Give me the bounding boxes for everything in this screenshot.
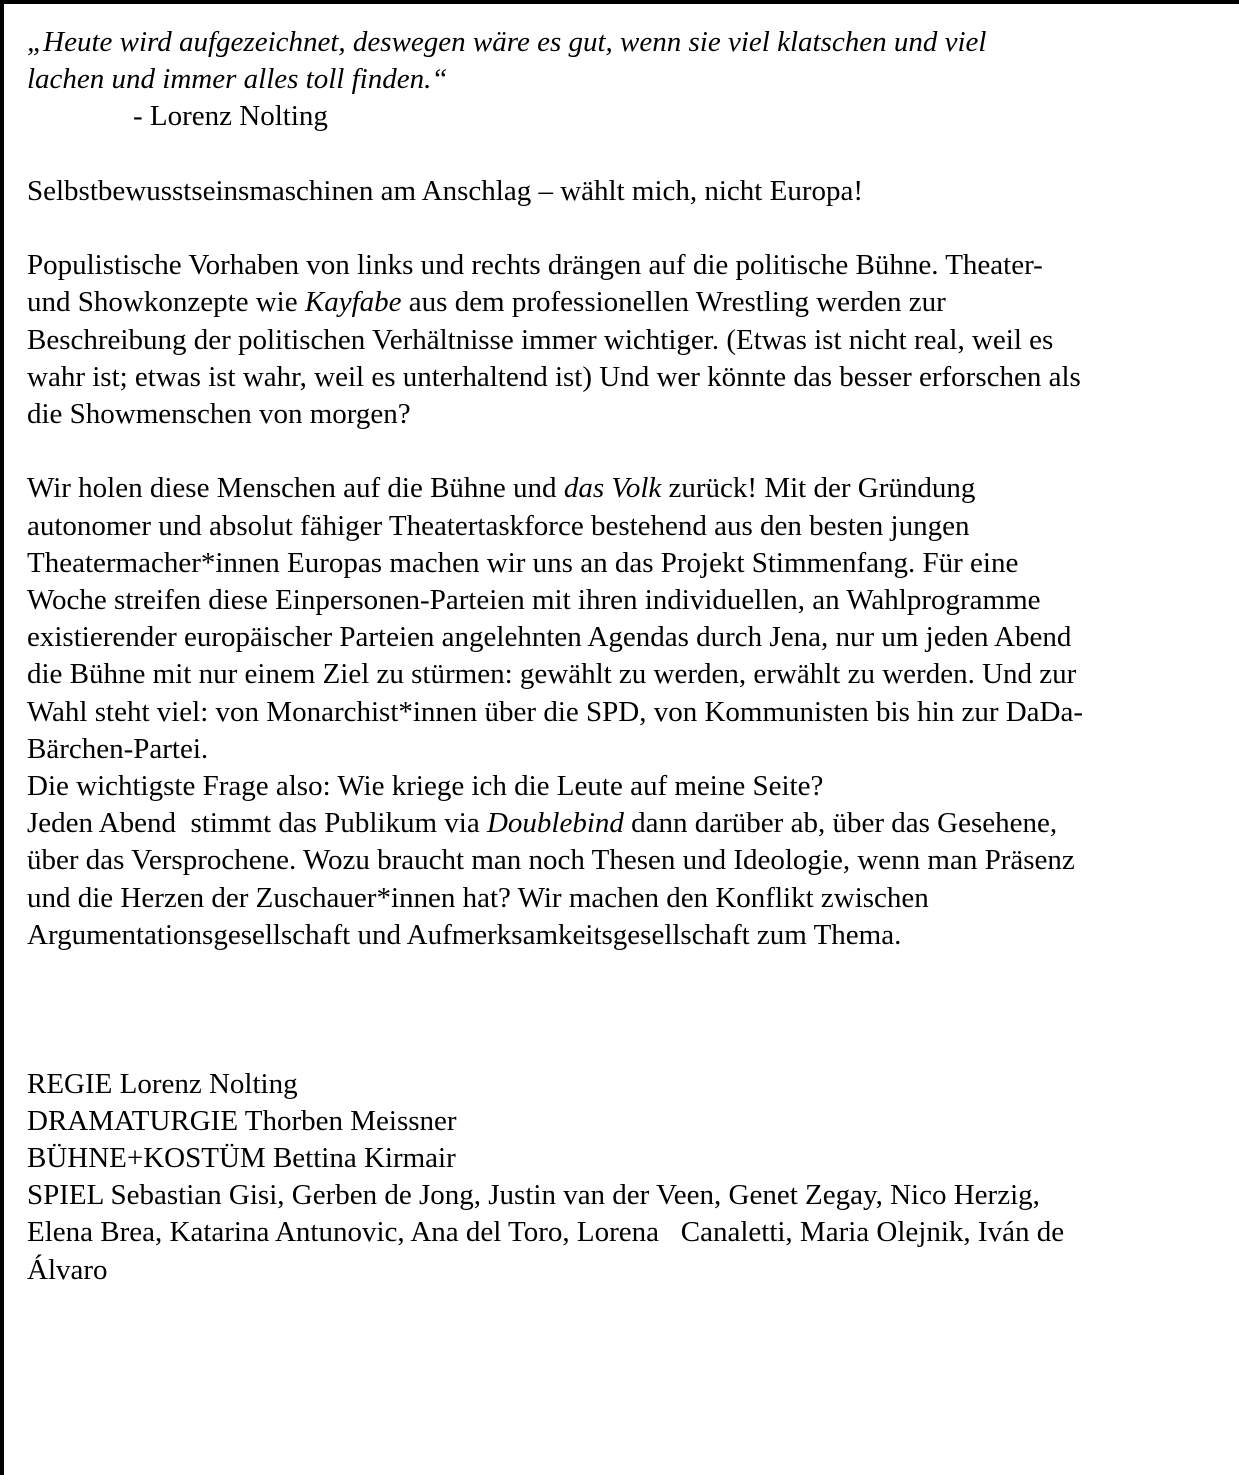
body-line (27, 470, 975, 507)
text-segment: Woche streifen diese Einpersonen-Parteien mit ihren individuellen, an Wahlprogramme (27, 584, 1041, 616)
text-segment: Die wichtigste Frage also: Wie kriege ich die Leute auf meine Seite? (27, 770, 824, 802)
body-line (27, 768, 823, 805)
body-line (27, 656, 1076, 693)
text-segment: SPIEL Sebastian Gisi, Gerben de Jong, Justin van der Veen, Genet Zegay, Nico Herzig, (27, 1179, 1040, 1212)
credit-line (27, 1140, 456, 1177)
text-segment: REGIE Lorenz Nolting (27, 1067, 298, 1100)
body-line (27, 619, 1071, 656)
body-line (27, 917, 901, 954)
text-segment: zurück! Mit der Gründung (661, 472, 976, 505)
text-segment: Elena Brea, Katarina Antunovic, Ana del Toro, Lorena Canaletti, Maria Olejnik, Iván de (27, 1216, 1065, 1249)
body-line (27, 805, 1057, 842)
credit-line (27, 1177, 1040, 1214)
page-border-top (0, 0, 1239, 4)
text-segment: dann darüber ab, über das Gesehene, (623, 807, 1058, 840)
body-line (27, 842, 1075, 879)
credit-line (27, 1214, 1064, 1251)
italic-term: Kayfabe (304, 286, 402, 319)
credit-line (27, 1103, 457, 1140)
text-segment: die Showmenschen von morgen? (27, 398, 411, 430)
text-segment: Wahl steht viel: von Monarchist*innen über die SPD, von Kommunisten bis hin zur DaDa- (27, 695, 1084, 728)
text-segment: wahr ist; etwas ist wahr, weil es unterhaltend ist) Und wer könnte das besser erforschen als (27, 360, 1081, 393)
text-segment: Álvaro (27, 1253, 108, 1286)
text-segment: Jeden Abend stimmt das Publikum via (27, 807, 487, 840)
credit-line (27, 1066, 298, 1103)
text-segment: BÜHNE+KOSTÜM Bettina Kirmair (27, 1142, 456, 1174)
text-segment: DRAMATURGIE Thorben Meissner (27, 1104, 457, 1137)
quote-line (27, 24, 986, 61)
body-line (27, 731, 208, 768)
text-segment: Bärchen-Partei. (27, 732, 209, 765)
text-segment: aus dem professionellen Wrestling werden zur (401, 286, 946, 319)
text-segment: über das Versprochene. Wozu braucht man noch Thesen und Ideologie, wenn man Präsenz (27, 844, 1075, 877)
text-segment: Populistische Vorhaben von links und rechts drängen auf die politische Bühne. Theater- (27, 249, 1043, 282)
text-segment: Beschreibung der politischen Verhältnisse immer wichtiger. (Etwas ist nicht real, weil es (27, 323, 1054, 356)
body-line (27, 247, 1043, 284)
text-segment: Argumentationsgesellschaft und Aufmerksamkeitsgesellschaft zum Thema. (27, 918, 902, 951)
headline-line (27, 173, 863, 210)
text-segment: und die Herzen der Zuschauer*innen hat? Wir machen den Konflikt zwischen (27, 881, 929, 914)
text-segment: autonomer und absolut fähiger Theatertaskforce bestehend aus den besten jungen (27, 509, 970, 542)
text-segment: „Heute wird aufgezeichnet, deswegen wäre es gut, wenn sie viel klatschen und viel (27, 26, 987, 58)
text-segment: und Showkonzepte wie (27, 286, 305, 319)
text-segment: Theatermacher*innen Europas machen wir uns an das Projekt Stimmenfang. Für eine (27, 546, 1019, 579)
text-segment: - Lorenz Nolting (133, 100, 328, 133)
body-line (27, 284, 946, 321)
text-segment: die Bühne mit nur einem Ziel zu stürmen: gewählt zu werden, erwählt zu werden. Und zur (27, 658, 1077, 691)
page-border-left (0, 0, 4, 1475)
text-segment: existierender europäischer Parteien angelehnten Agendas durch Jena, nur um jeden Abend (27, 621, 1072, 654)
body-line (27, 508, 969, 545)
quote-line (27, 61, 447, 98)
text-segment: Selbstbewusstseinsmaschinen am Anschlag – wählt mich, nicht Europa! (27, 174, 864, 207)
body-line (27, 359, 1081, 396)
text-segment: lachen und immer alles toll finden.“ (27, 63, 448, 96)
body-line (27, 880, 929, 917)
body-line (27, 694, 1083, 731)
body-line (27, 396, 411, 433)
body-line (27, 322, 1053, 359)
text-segment: Wir holen diese Menschen auf die Bühne und (27, 472, 564, 505)
credit-line (27, 1252, 108, 1289)
italic-term: das Volk (563, 472, 662, 505)
attribution-line (133, 98, 328, 135)
body-line (27, 582, 1041, 619)
italic-term: Doublebind (486, 807, 624, 840)
body-line (27, 545, 1018, 582)
